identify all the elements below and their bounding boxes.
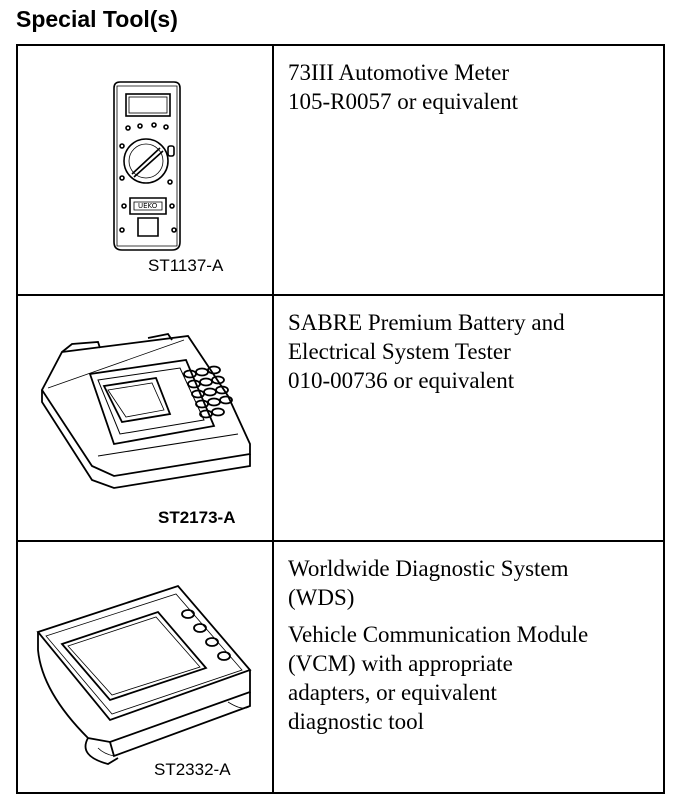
- description-line: diagnostic tool: [288, 709, 425, 734]
- description-line: (WDS): [288, 585, 355, 610]
- description-line: 105-R0057 or equivalent: [288, 89, 518, 114]
- page-title: Special Tool(s): [16, 6, 178, 32]
- description-line: Electrical System Tester: [288, 339, 511, 364]
- multimeter-icon: [18, 46, 274, 296]
- tool-code: ST2332-A: [154, 760, 231, 779]
- tool-image-cell: [18, 46, 274, 294]
- tool-image-cell: [18, 542, 274, 792]
- description-line: adapters, or equivalent: [288, 680, 497, 705]
- tool-description: [274, 542, 663, 792]
- tool-description: [274, 46, 663, 294]
- description-paragraph: [288, 554, 653, 612]
- tool-image-cell: [18, 296, 274, 540]
- description-line: 010-00736 or equivalent: [288, 368, 515, 393]
- description-paragraph: [288, 620, 653, 736]
- description-line: (VCM) with appropriate: [288, 651, 513, 676]
- tool-description: [274, 296, 663, 540]
- svg-text:UEKO: UEKO: [138, 202, 158, 210]
- table-row: [18, 46, 663, 296]
- special-tools-table: [16, 44, 665, 794]
- tool-code: ST2173-A: [158, 508, 236, 527]
- description-line: SABRE Premium Battery and: [288, 310, 565, 335]
- description-line: Worldwide Diagnostic System: [288, 556, 569, 581]
- table-row: [18, 542, 663, 792]
- description-line: Vehicle Communication Module: [288, 622, 589, 647]
- diagnostic-system-icon: [18, 542, 274, 792]
- battery-tester-icon: [18, 296, 274, 542]
- description-line: 73III Automotive Meter: [288, 60, 510, 85]
- tool-code: ST1137-A: [148, 256, 224, 275]
- table-row: [18, 296, 663, 542]
